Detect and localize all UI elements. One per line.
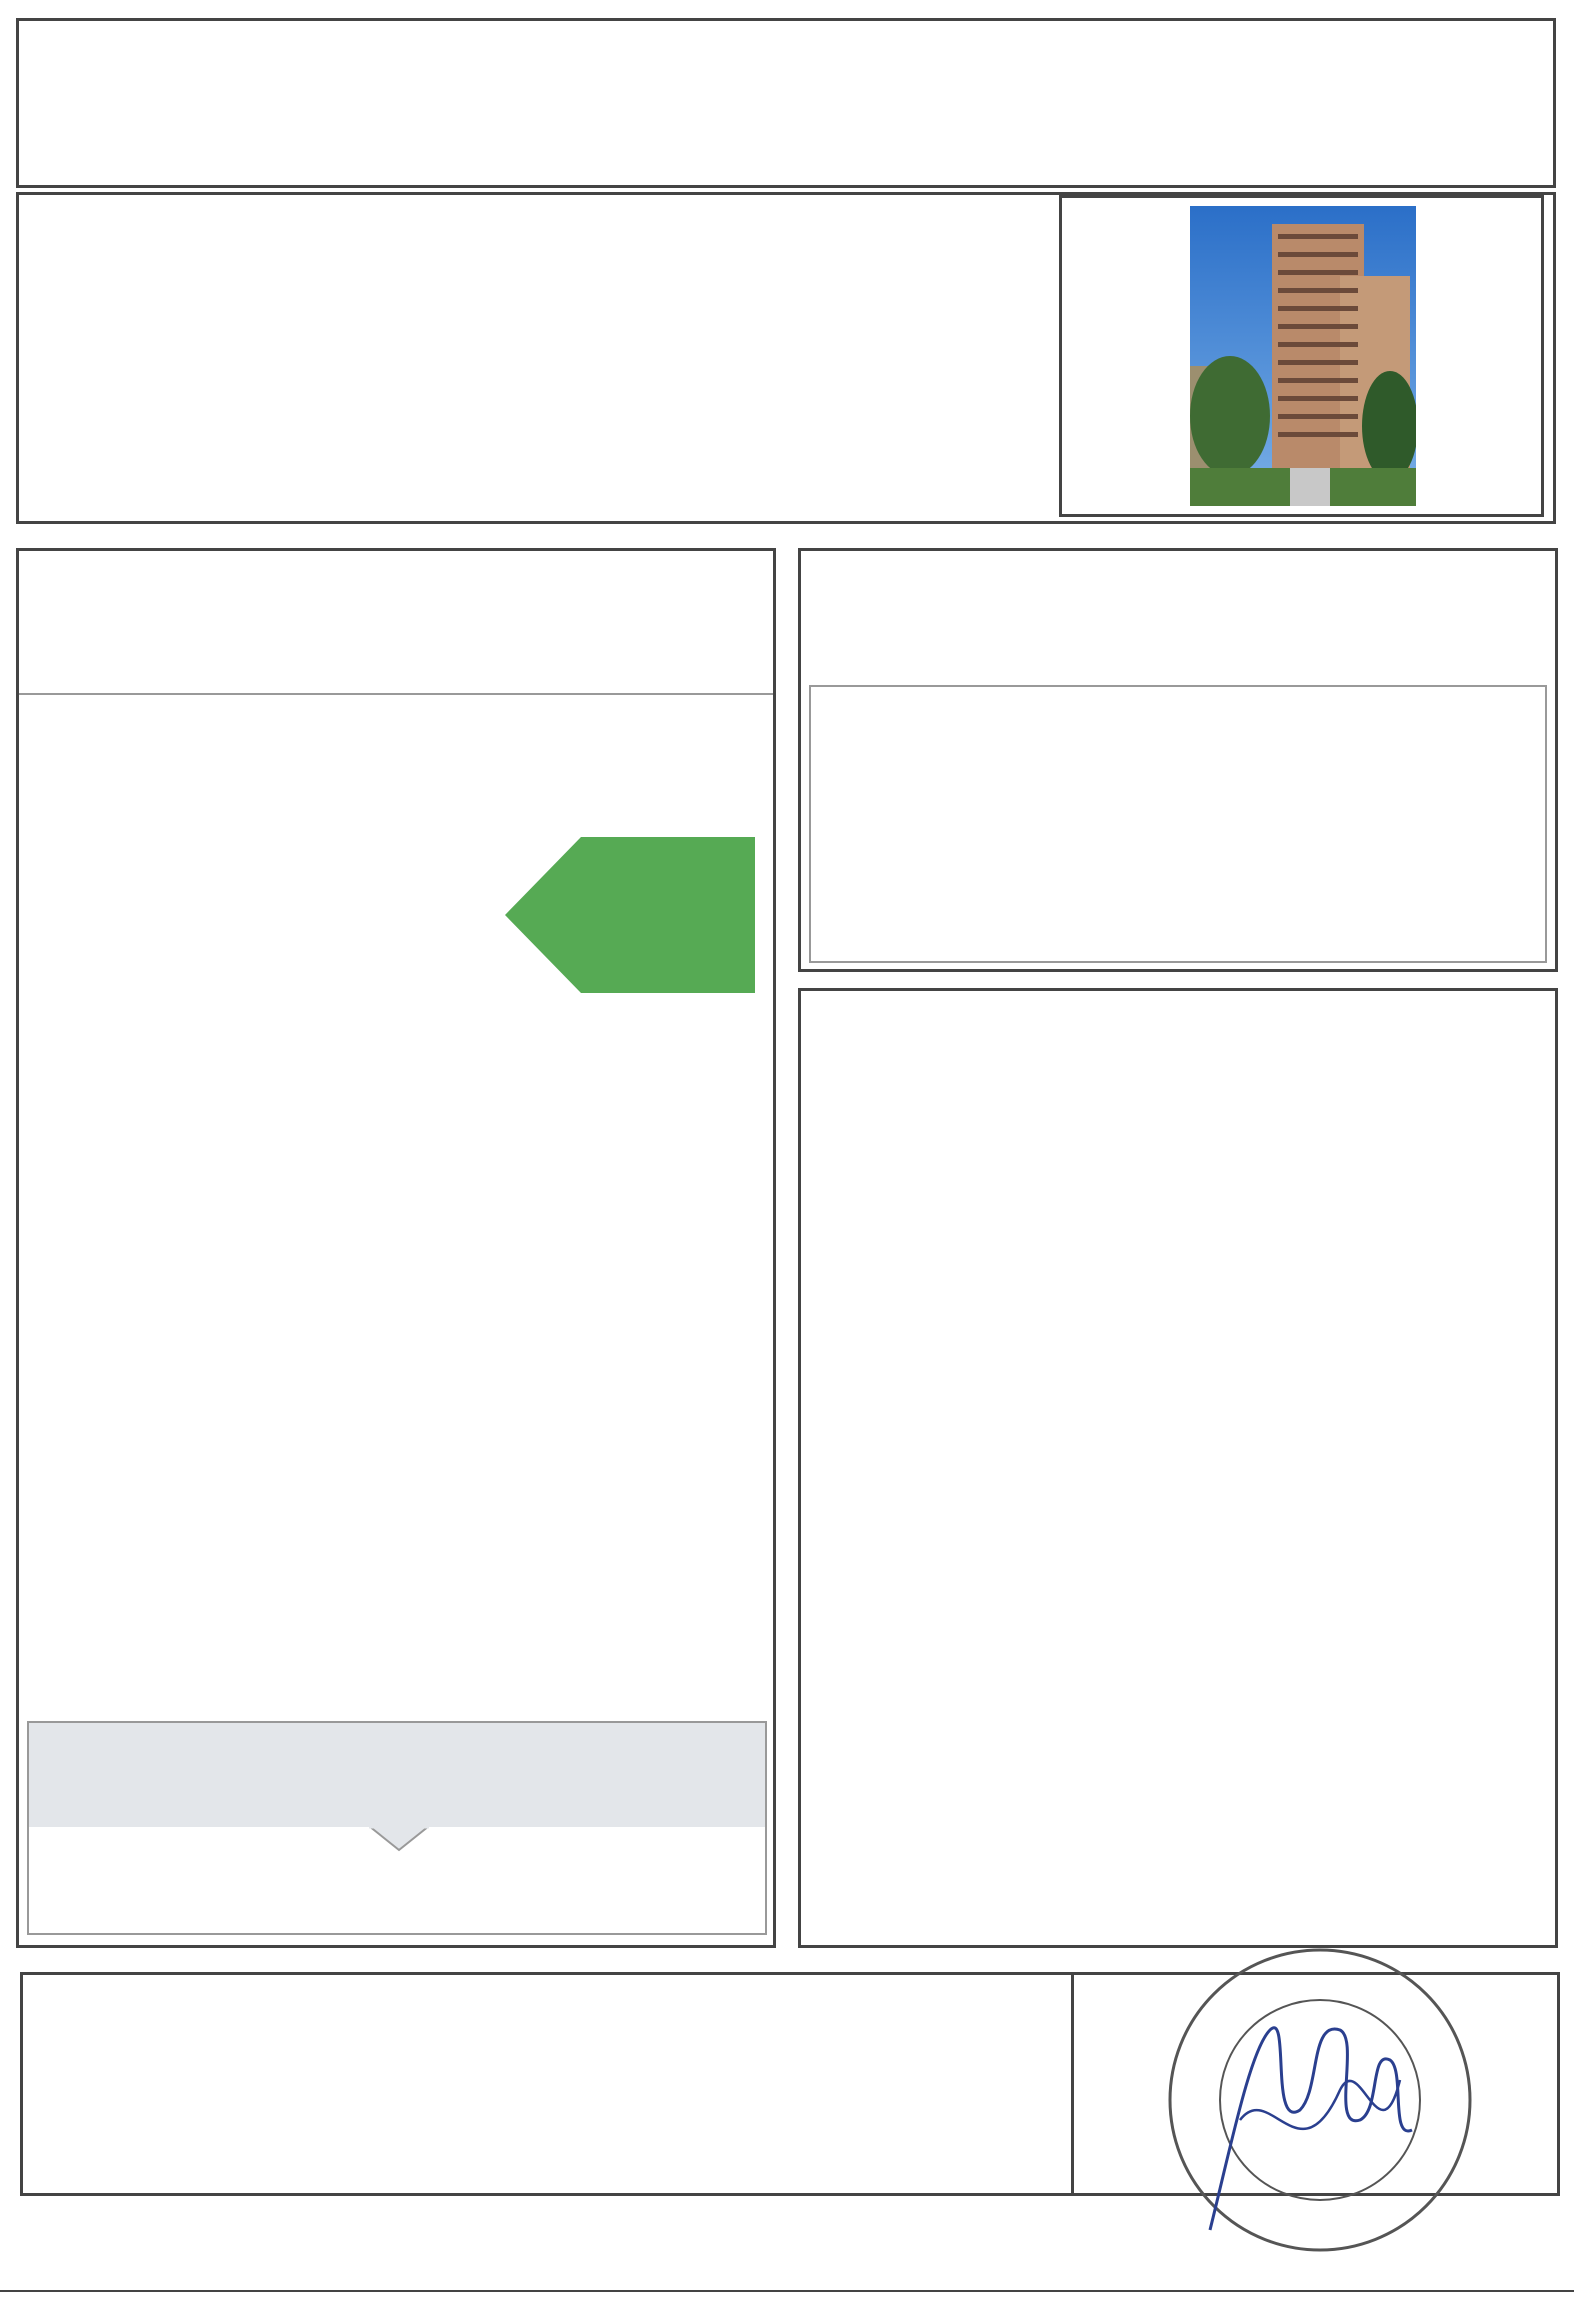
legend-item-szte (821, 697, 838, 719)
header-box (16, 18, 1556, 188)
legend-swatch-electricity (821, 725, 835, 739)
building-photo-frame (1059, 195, 1544, 517)
distribution-pie-chart (1297, 697, 1487, 887)
indicators-panel (798, 988, 1558, 1948)
footer-divider (1071, 1975, 1074, 2193)
signature-scribble-2 (1240, 2080, 1400, 2129)
legend-swatch-szte (821, 701, 835, 715)
page-footer-rule (0, 2290, 1574, 2292)
requirement-header (29, 1723, 765, 1827)
divider (19, 693, 773, 695)
requirement-box (27, 1721, 767, 1935)
distribution-chart-box (809, 685, 1547, 963)
requirement-pointer (369, 1826, 429, 1852)
energy-distribution-panel (798, 548, 1558, 972)
result-arrow-shape (505, 837, 755, 993)
specialist-stamp (1150, 1930, 1490, 2270)
building-photo (1190, 206, 1416, 506)
building-info-box (16, 192, 1556, 524)
result-class-arrow (505, 837, 755, 993)
legend-item-electricity (821, 721, 838, 743)
classification-panel (16, 548, 776, 1948)
